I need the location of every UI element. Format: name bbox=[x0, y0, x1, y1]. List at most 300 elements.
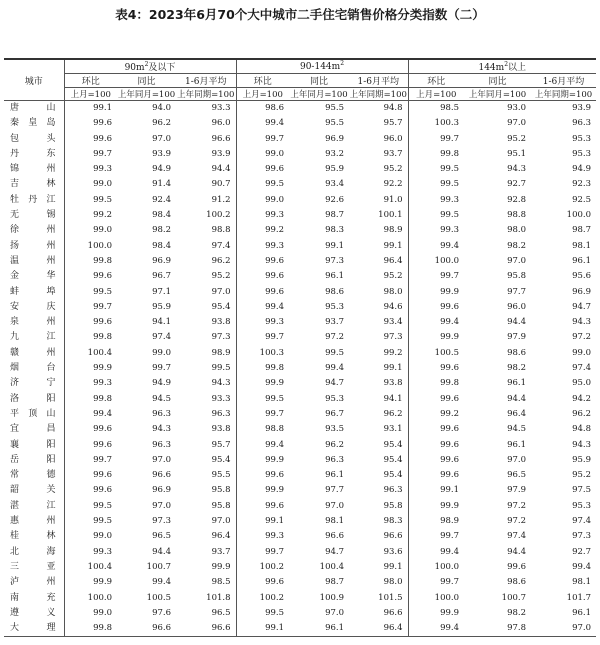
index-value: 97.2 bbox=[507, 500, 526, 511]
index-value: 92.5 bbox=[572, 194, 592, 205]
index-value: 100.4 bbox=[319, 561, 344, 572]
index-value: 98.3 bbox=[325, 225, 344, 236]
index-value: 99.6 bbox=[440, 454, 459, 465]
index-value: 99.0 bbox=[93, 225, 112, 236]
table-row bbox=[4, 499, 596, 514]
index-value: 92.8 bbox=[507, 194, 526, 205]
index-value: 94.3 bbox=[507, 164, 526, 175]
index-value: 99.8 bbox=[93, 393, 112, 404]
index-value: 99.5 bbox=[265, 393, 284, 404]
index-value: 99.6 bbox=[265, 286, 284, 297]
index-value: 94.4 bbox=[152, 546, 171, 557]
index-value: 98.2 bbox=[507, 240, 526, 251]
index-value: 99.5 bbox=[440, 164, 459, 175]
index-value: 99.2 bbox=[265, 225, 284, 236]
city-name: 大理 bbox=[4, 621, 64, 637]
index-value: 99.3 bbox=[440, 225, 459, 236]
city-name: 蚌埠 bbox=[4, 285, 64, 300]
index-value: 97.0 bbox=[152, 133, 171, 144]
index-value: 99.3 bbox=[93, 378, 112, 389]
table-row bbox=[4, 361, 596, 376]
subheader-cell: 同比 bbox=[117, 74, 176, 88]
index-value: 96.4 bbox=[349, 621, 408, 637]
index-value: 99.7 bbox=[93, 148, 112, 159]
table-row bbox=[4, 315, 596, 330]
index-value: 95.3 bbox=[572, 148, 592, 159]
index-value: 97.2 bbox=[572, 332, 592, 343]
index-value: 96.9 bbox=[152, 485, 171, 496]
index-value: 100.3 bbox=[259, 347, 284, 358]
index-value: 94.3 bbox=[176, 376, 236, 391]
index-value: 96.3 bbox=[325, 454, 344, 465]
index-value: 99.4 bbox=[265, 118, 284, 129]
index-value: 95.2 bbox=[507, 133, 526, 144]
index-value: 97.0 bbox=[507, 118, 526, 129]
index-value: 99.5 bbox=[265, 607, 284, 618]
base-cell: 上年同期=100 bbox=[531, 88, 596, 101]
index-value: 93.8 bbox=[349, 376, 408, 391]
index-value: 99.1 bbox=[236, 621, 289, 637]
group-header-medium: $90-144m^2$ bbox=[236, 59, 408, 74]
index-value: 99.7 bbox=[440, 531, 459, 542]
city-name: 烟台 bbox=[4, 361, 64, 376]
index-value: 98.8 bbox=[507, 210, 526, 221]
index-value: 99.6 bbox=[265, 164, 284, 175]
index-value: 99.2 bbox=[440, 408, 459, 419]
index-value: 95.2 bbox=[349, 269, 408, 284]
index-value: 101.8 bbox=[176, 591, 236, 606]
index-value: 99.7 bbox=[440, 577, 459, 588]
index-value: 96.0 bbox=[349, 132, 408, 147]
index-value: 99.3 bbox=[265, 210, 284, 221]
index-value: 98.6 bbox=[507, 347, 526, 358]
city-name: 温州 bbox=[4, 254, 64, 269]
index-value: 96.4 bbox=[507, 408, 526, 419]
index-value: 99.3 bbox=[265, 531, 284, 542]
index-value: 99.0 bbox=[93, 607, 112, 618]
index-value: 94.9 bbox=[152, 378, 171, 389]
index-value: 95.8 bbox=[176, 483, 236, 498]
index-value: 97.0 bbox=[507, 255, 526, 266]
index-value: 94.7 bbox=[325, 546, 344, 557]
index-value: 96.3 bbox=[152, 408, 171, 419]
index-value: 94.3 bbox=[572, 439, 592, 450]
index-value: 90.7 bbox=[176, 177, 236, 192]
index-value: 94.4 bbox=[507, 317, 526, 328]
index-value: 99.6 bbox=[93, 424, 112, 435]
table-row bbox=[4, 101, 596, 117]
index-value: 99.6 bbox=[265, 271, 284, 282]
index-value: 98.3 bbox=[349, 514, 408, 529]
index-value: 98.1 bbox=[572, 240, 592, 251]
table-title: 表4：2023年6月70个大中城市二手住宅销售价格分类指数（二） bbox=[115, 7, 485, 22]
index-value: 96.7 bbox=[152, 271, 171, 282]
index-value: 99.1 bbox=[349, 361, 408, 376]
index-value: 99.5 bbox=[93, 500, 112, 511]
index-value: 99.7 bbox=[265, 408, 284, 419]
index-value: 99.3 bbox=[265, 317, 284, 328]
index-value: 98.8 bbox=[265, 424, 284, 435]
index-value: 99.8 bbox=[64, 621, 117, 637]
index-value: 99.9 bbox=[440, 607, 459, 618]
subheader-cell: 同比 bbox=[289, 74, 349, 88]
index-value: 94.6 bbox=[349, 300, 408, 315]
table-row bbox=[4, 330, 596, 345]
index-value: 99.5 bbox=[93, 516, 112, 527]
index-value: 94.2 bbox=[572, 393, 592, 404]
table-row bbox=[4, 116, 596, 131]
index-value: 97.4 bbox=[572, 363, 592, 374]
index-value: 98.0 bbox=[507, 225, 526, 236]
index-value: 99.9 bbox=[176, 560, 236, 575]
index-value: 92.7 bbox=[507, 179, 526, 190]
index-value: 99.7 bbox=[93, 301, 112, 312]
table-row bbox=[4, 453, 596, 468]
index-value: 99.5 bbox=[440, 179, 459, 190]
index-value: 93.0 bbox=[507, 103, 526, 113]
index-value: 100.7 bbox=[501, 592, 526, 603]
index-value: 99.5 bbox=[325, 347, 344, 358]
index-value: 99.7 bbox=[152, 363, 171, 374]
index-value: 100.0 bbox=[434, 561, 459, 572]
index-value: 95.1 bbox=[507, 148, 526, 159]
index-value: 98.6 bbox=[507, 577, 526, 588]
index-value: 101.5 bbox=[349, 591, 408, 606]
index-value: 98.9 bbox=[349, 223, 408, 238]
index-value: 98.2 bbox=[507, 607, 526, 618]
index-value: 99.3 bbox=[265, 240, 284, 251]
city-name: 吉林 bbox=[4, 177, 64, 192]
index-value: 94.1 bbox=[349, 392, 408, 407]
base-cell: 上年同月=100 bbox=[464, 88, 531, 101]
index-value: 98.6 bbox=[325, 286, 344, 297]
index-value: 97.0 bbox=[531, 621, 596, 637]
city-name: 金华 bbox=[4, 269, 64, 284]
subheader-cell: 1-6月平均 bbox=[349, 74, 408, 88]
index-value: 96.3 bbox=[176, 407, 236, 422]
city-name: 岳阳 bbox=[4, 453, 64, 468]
index-value: 99.6 bbox=[440, 439, 459, 450]
index-value: 97.5 bbox=[572, 485, 592, 496]
table-row bbox=[4, 392, 596, 407]
index-value: 96.9 bbox=[572, 286, 592, 297]
price-index-table bbox=[4, 58, 596, 637]
index-value: 94.4 bbox=[507, 546, 526, 557]
index-value: 99.8 bbox=[440, 148, 459, 159]
index-value: 98.1 bbox=[572, 577, 592, 588]
city-name: 牡丹江 bbox=[4, 193, 64, 208]
index-value: 99.7 bbox=[440, 271, 459, 282]
index-value: 99.5 bbox=[176, 361, 236, 376]
index-value: 91.4 bbox=[152, 179, 171, 190]
index-value: 96.9 bbox=[325, 133, 344, 144]
index-value: 99.6 bbox=[93, 470, 112, 481]
index-value: 97.0 bbox=[176, 514, 236, 529]
index-value: 99.1 bbox=[349, 560, 408, 575]
table-row bbox=[4, 346, 596, 361]
table-row bbox=[4, 438, 596, 453]
index-value: 97.9 bbox=[507, 332, 526, 343]
city-name: 锦州 bbox=[4, 162, 64, 177]
index-value: 95.7 bbox=[349, 116, 408, 131]
index-value: 99.7 bbox=[265, 546, 284, 557]
index-value: 96.5 bbox=[176, 606, 236, 621]
index-value: 100.1 bbox=[349, 208, 408, 223]
index-value: 99.7 bbox=[440, 133, 459, 144]
index-value: 97.4 bbox=[507, 531, 526, 542]
index-value: 97.7 bbox=[507, 286, 526, 297]
index-value: 93.3 bbox=[176, 392, 236, 407]
index-value: 92.6 bbox=[325, 194, 344, 205]
index-value: 100.7 bbox=[146, 561, 171, 572]
index-value: 99.8 bbox=[93, 255, 112, 266]
index-value: 96.1 bbox=[572, 255, 592, 266]
city-name: 无锡 bbox=[4, 208, 64, 223]
index-value: 96.6 bbox=[152, 470, 171, 481]
table-row bbox=[4, 483, 596, 498]
city-name: 徐州 bbox=[4, 223, 64, 238]
index-value: 98.2 bbox=[507, 363, 526, 374]
index-value: 95.5 bbox=[325, 103, 344, 113]
table-row bbox=[4, 468, 596, 483]
index-value: 93.7 bbox=[349, 147, 408, 162]
city-name: 包头 bbox=[4, 132, 64, 147]
index-value: 96.6 bbox=[325, 531, 344, 542]
index-value: 99.4 bbox=[572, 561, 592, 572]
index-value: 93.8 bbox=[176, 422, 236, 437]
subheader-cell: 环比 bbox=[64, 74, 117, 88]
index-value: 92.7 bbox=[572, 546, 592, 557]
table-row bbox=[4, 147, 596, 162]
index-value: 97.3 bbox=[325, 255, 344, 266]
index-value: 99.4 bbox=[325, 363, 344, 374]
subheader-cell: 环比 bbox=[236, 74, 289, 88]
city-name: 九江 bbox=[4, 330, 64, 345]
index-value: 96.7 bbox=[325, 408, 344, 419]
index-value: 94.1 bbox=[152, 317, 171, 328]
index-value: 92.2 bbox=[349, 177, 408, 192]
city-name: 北海 bbox=[4, 545, 64, 560]
index-value: 92.4 bbox=[152, 194, 171, 205]
city-name: 洛阳 bbox=[4, 392, 64, 407]
index-value: 100.4 bbox=[87, 347, 112, 358]
table-row bbox=[4, 591, 596, 606]
city-name: 泉州 bbox=[4, 315, 64, 330]
city-name: 安庆 bbox=[4, 300, 64, 315]
index-value: 96.2 bbox=[349, 407, 408, 422]
index-value: 93.8 bbox=[176, 315, 236, 330]
index-value: 99.4 bbox=[152, 577, 171, 588]
index-value: 99.4 bbox=[440, 546, 459, 557]
index-value: 95.3 bbox=[572, 500, 592, 511]
city-name: 南充 bbox=[4, 591, 64, 606]
index-value: 99.9 bbox=[440, 286, 459, 297]
index-value: 93.5 bbox=[325, 424, 344, 435]
index-value: 96.9 bbox=[152, 255, 171, 266]
index-value: 96.1 bbox=[325, 470, 344, 481]
base-cell: 上年同月=100 bbox=[117, 88, 176, 101]
index-value: 94.5 bbox=[152, 393, 171, 404]
index-value: 100.0 bbox=[87, 240, 112, 251]
city-name: 唐山 bbox=[4, 101, 64, 117]
index-value: 99.6 bbox=[440, 470, 459, 481]
group-header-large: $144m^2$以上 bbox=[408, 59, 596, 74]
index-value: 97.0 bbox=[507, 454, 526, 465]
index-value: 97.7 bbox=[325, 485, 344, 496]
city-header: 城市 bbox=[4, 59, 64, 101]
city-name: 秦皇岛 bbox=[4, 116, 64, 131]
index-value: 99.6 bbox=[440, 424, 459, 435]
index-value: 95.8 bbox=[349, 499, 408, 514]
index-value: 95.5 bbox=[176, 468, 236, 483]
index-value: 94.9 bbox=[152, 164, 171, 175]
index-value: 94.8 bbox=[572, 424, 592, 435]
index-value: 100.0 bbox=[566, 210, 592, 221]
index-value: 99.6 bbox=[507, 561, 526, 572]
index-value: 95.9 bbox=[572, 454, 592, 465]
index-value: 99.7 bbox=[265, 332, 284, 343]
index-value: 99.6 bbox=[265, 255, 284, 266]
index-value: 99.6 bbox=[93, 133, 112, 144]
index-value: 98.2 bbox=[152, 225, 171, 236]
index-value: 99.5 bbox=[265, 179, 284, 190]
index-value: 99.6 bbox=[440, 301, 459, 312]
index-value: 99.7 bbox=[93, 454, 112, 465]
index-value: 98.4 bbox=[152, 240, 171, 251]
index-value: 96.3 bbox=[152, 439, 171, 450]
index-value: 97.2 bbox=[325, 332, 344, 343]
subheader-cell: 同比 bbox=[464, 74, 531, 88]
index-value: 99.0 bbox=[265, 194, 284, 205]
index-value: 98.4 bbox=[152, 210, 171, 221]
index-value: 93.1 bbox=[349, 422, 408, 437]
table-row bbox=[4, 514, 596, 529]
index-value: 98.1 bbox=[325, 516, 344, 527]
index-value: 94.3 bbox=[572, 317, 592, 328]
index-value: 95.7 bbox=[176, 438, 236, 453]
index-value: 100.2 bbox=[176, 208, 236, 223]
index-value: 95.8 bbox=[176, 499, 236, 514]
index-value: 94.0 bbox=[152, 103, 171, 113]
table-row bbox=[4, 193, 596, 208]
index-value: 96.1 bbox=[507, 439, 526, 450]
index-value: 100.0 bbox=[434, 255, 459, 266]
index-value: 96.6 bbox=[349, 606, 408, 621]
index-value: 99.0 bbox=[265, 148, 284, 159]
index-value: 98.5 bbox=[176, 575, 236, 590]
index-value: 100.5 bbox=[434, 347, 459, 358]
subheader-cell: 环比 bbox=[408, 74, 464, 88]
table-row bbox=[4, 239, 596, 254]
index-value: 96.1 bbox=[572, 607, 592, 618]
index-value: 95.4 bbox=[349, 438, 408, 453]
index-value: 99.9 bbox=[265, 454, 284, 465]
index-value: 99.8 bbox=[93, 332, 112, 343]
index-value: 93.7 bbox=[325, 317, 344, 328]
base-row bbox=[4, 88, 596, 101]
base-cell: 上月=100 bbox=[408, 88, 464, 101]
index-value: 98.6 bbox=[265, 103, 284, 113]
index-value: 93.4 bbox=[325, 179, 344, 190]
index-value: 91.0 bbox=[349, 193, 408, 208]
index-value: 97.4 bbox=[176, 239, 236, 254]
index-value: 99.1 bbox=[440, 485, 459, 496]
index-value: 93.2 bbox=[325, 148, 344, 159]
base-cell: 上年同期=100 bbox=[176, 88, 236, 101]
index-value: 96.4 bbox=[176, 529, 236, 544]
index-value: 98.7 bbox=[572, 225, 592, 236]
table-row bbox=[4, 285, 596, 300]
city-name: 襄阳 bbox=[4, 438, 64, 453]
index-value: 93.9 bbox=[176, 147, 236, 162]
city-name: 赣州 bbox=[4, 346, 64, 361]
index-value: 100.3 bbox=[434, 118, 459, 129]
index-value: 99.9 bbox=[265, 378, 284, 389]
index-value: 99.9 bbox=[265, 485, 284, 496]
index-value: 96.3 bbox=[572, 118, 592, 129]
index-value: 94.7 bbox=[572, 301, 592, 312]
index-value: 99.6 bbox=[440, 393, 459, 404]
index-value: 99.0 bbox=[152, 347, 171, 358]
index-value: 98.8 bbox=[176, 223, 236, 238]
index-value: 99.4 bbox=[440, 240, 459, 251]
index-value: 95.3 bbox=[325, 393, 344, 404]
index-value: 93.9 bbox=[152, 148, 171, 159]
index-value: 99.5 bbox=[93, 286, 112, 297]
index-value: 97.9 bbox=[507, 485, 526, 496]
index-value: 97.0 bbox=[152, 454, 171, 465]
index-value: 96.1 bbox=[507, 378, 526, 389]
base-cell: 上月=100 bbox=[236, 88, 289, 101]
index-value: 99.4 bbox=[265, 301, 284, 312]
index-value: 94.7 bbox=[325, 378, 344, 389]
index-value: 99.9 bbox=[93, 363, 112, 374]
index-value: 100.4 bbox=[87, 561, 112, 572]
table-row bbox=[4, 208, 596, 223]
index-value: 95.4 bbox=[349, 468, 408, 483]
index-value: 99.9 bbox=[440, 332, 459, 343]
index-value: 97.6 bbox=[152, 607, 171, 618]
index-value: 99.2 bbox=[349, 346, 408, 361]
index-value: 95.5 bbox=[325, 118, 344, 129]
index-value: 95.4 bbox=[176, 453, 236, 468]
index-value: 101.7 bbox=[566, 592, 592, 603]
city-name: 宜昌 bbox=[4, 422, 64, 437]
index-value: 95.3 bbox=[572, 133, 592, 144]
index-value: 97.1 bbox=[152, 286, 171, 297]
index-value: 99.6 bbox=[265, 577, 284, 588]
base-cell: 上月=100 bbox=[64, 88, 117, 101]
index-value: 97.0 bbox=[152, 500, 171, 511]
table-row bbox=[4, 177, 596, 192]
subheader-row bbox=[4, 74, 596, 88]
index-value: 99.4 bbox=[440, 317, 459, 328]
index-value: 100.2 bbox=[259, 592, 284, 603]
index-value: 99.6 bbox=[93, 439, 112, 450]
index-value: 95.2 bbox=[349, 162, 408, 177]
table-row bbox=[4, 376, 596, 391]
index-value: 93.3 bbox=[176, 101, 236, 117]
index-value: 97.3 bbox=[176, 330, 236, 345]
index-value: 98.0 bbox=[349, 575, 408, 590]
city-name: 常德 bbox=[4, 468, 64, 483]
index-value: 99.0 bbox=[93, 179, 112, 190]
index-value: 98.7 bbox=[325, 210, 344, 221]
table-row bbox=[4, 300, 596, 315]
subheader-cell: 1-6月平均 bbox=[531, 74, 596, 88]
index-value: 99.6 bbox=[93, 317, 112, 328]
index-value: 93.7 bbox=[176, 545, 236, 560]
